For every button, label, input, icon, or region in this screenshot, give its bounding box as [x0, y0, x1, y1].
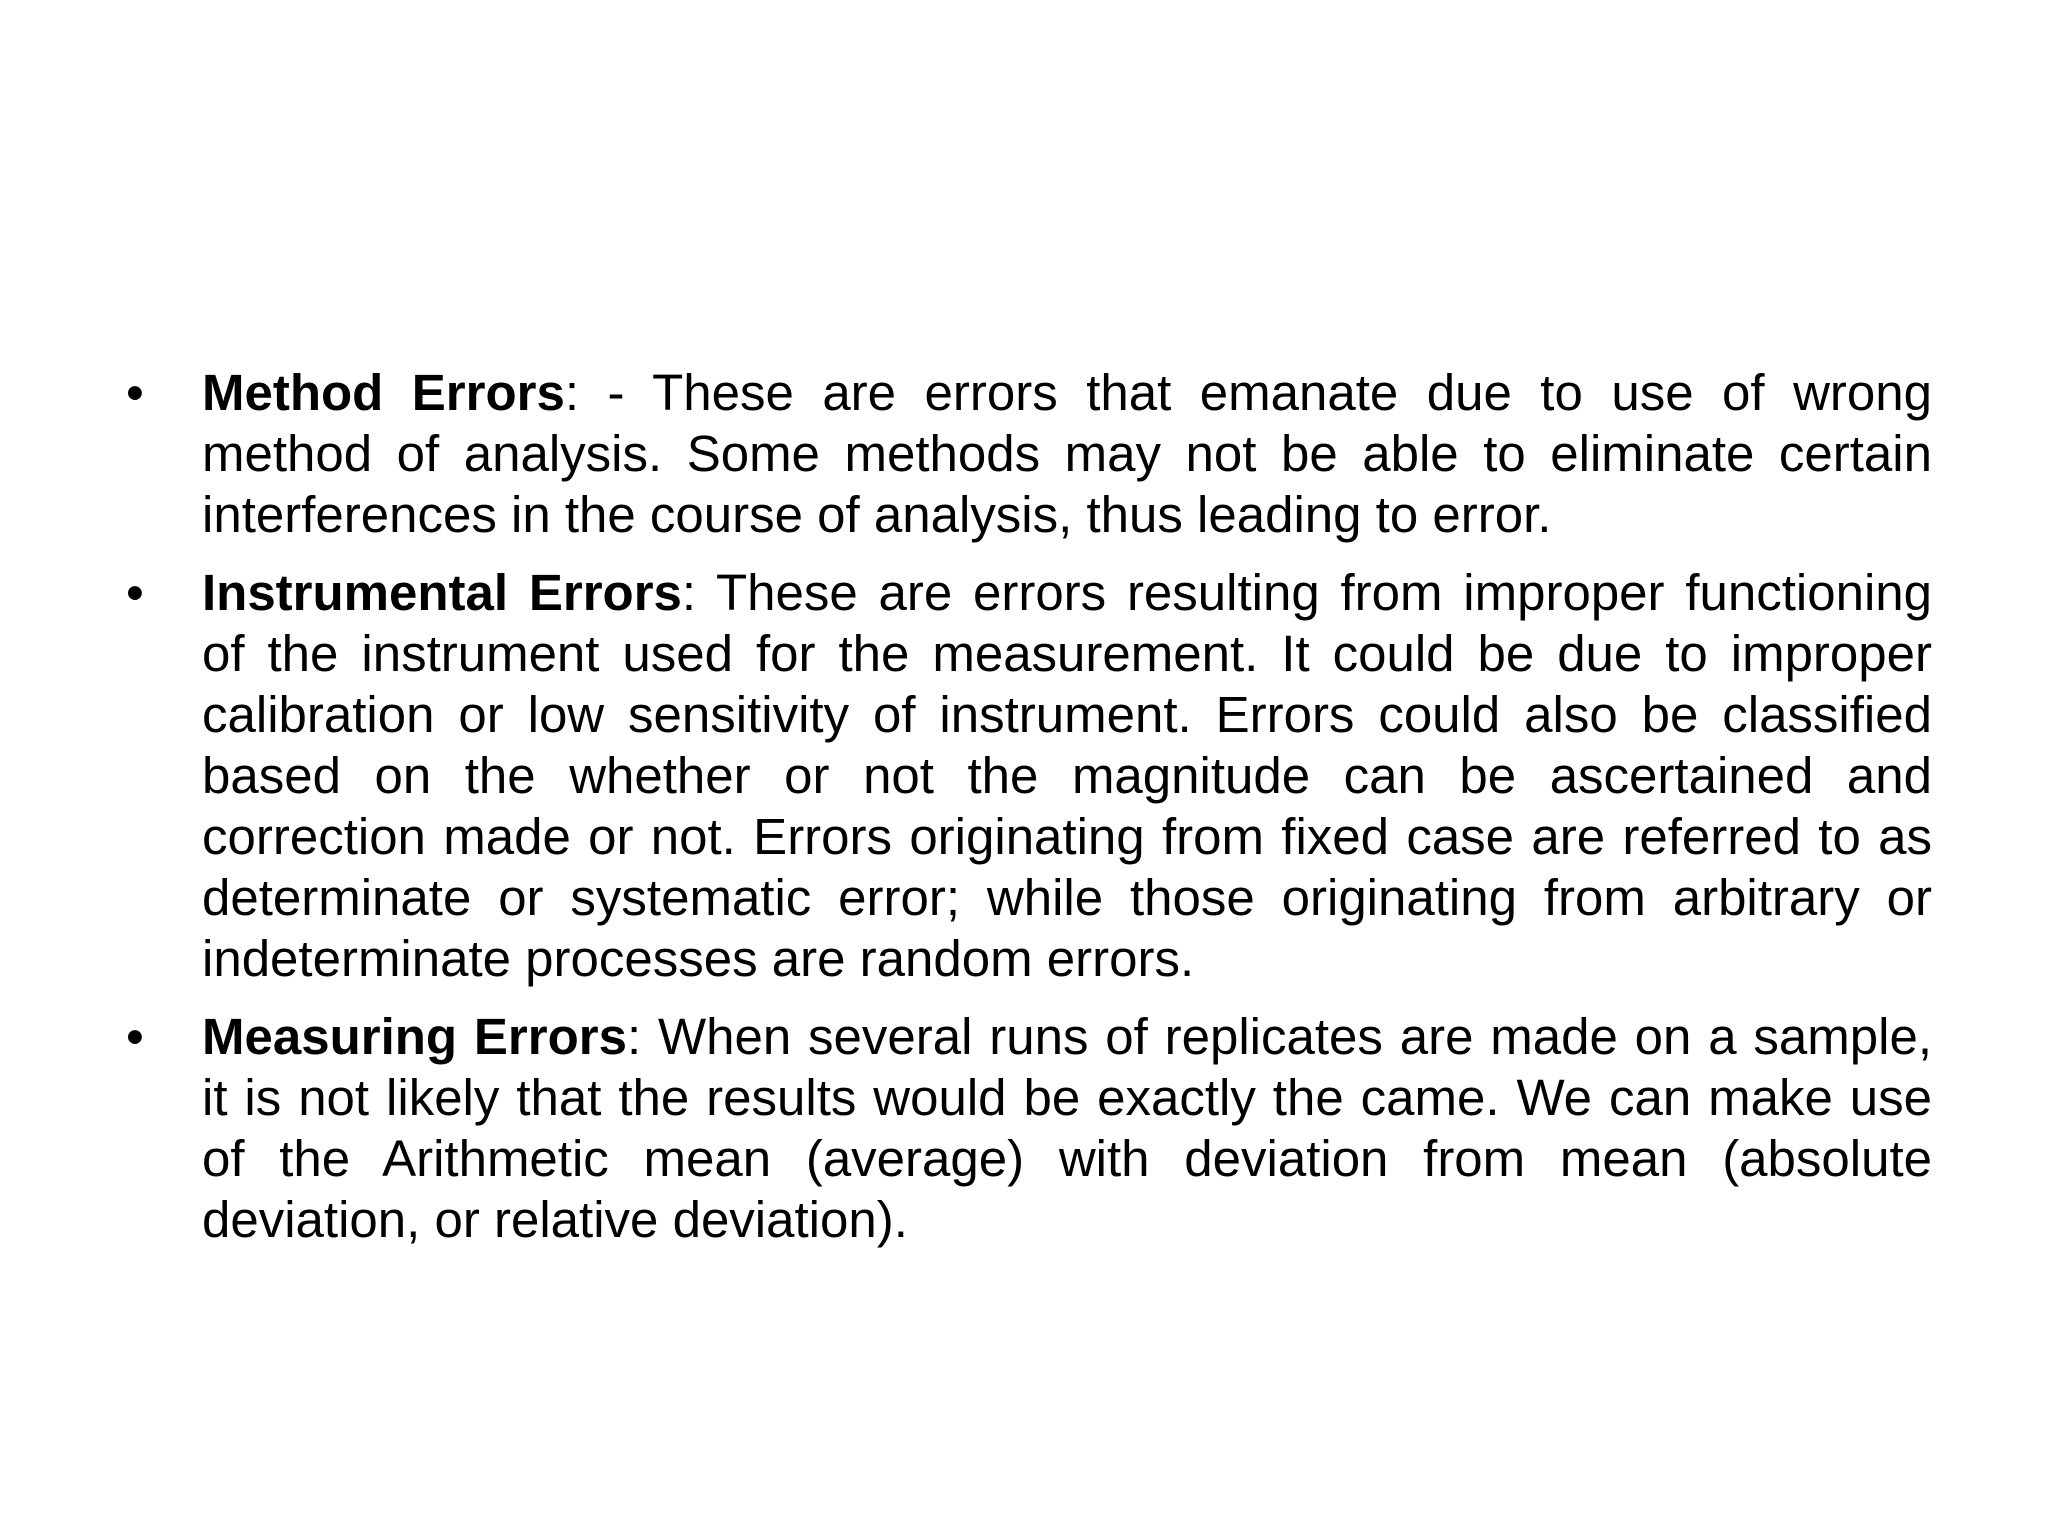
bullet-item-instrumental-errors	[120, 562, 1932, 989]
bullet-icon: •	[126, 364, 144, 421]
bullet-term: Instrumental Errors	[202, 564, 682, 621]
bullet-item-measuring-errors	[120, 1006, 1932, 1250]
bullet-term: Measuring Errors	[202, 1008, 627, 1065]
bullet-icon: •	[126, 1008, 144, 1065]
bullet-icon: •	[126, 564, 144, 621]
bullet-list	[120, 362, 1932, 1267]
bullet-term: Method Errors	[202, 364, 565, 421]
bullet-item-method-errors	[120, 362, 1932, 545]
bullet-text: : These are errors resulting from improper functioning of the instrument used for the measurement. It could be due to improper calibration or low sensitivity of instrument. Errors could also be classified based on the whether or not the magnitude can be ascertained and correction made or not. Errors originating from fixed case are referred to as determinate or systematic error; while those originating from arbitrary or indeterminate processes are random errors.	[202, 564, 1932, 987]
bullet-text: : When several runs of replicates are made on a sample, it is not likely that the results would be exactly the came. We can make use of the Arithmetic mean (average) with deviation from mean (absolute deviation, or relative deviation).	[202, 1008, 1932, 1248]
bullet-text: : - These are errors that emanate due to use of wrong method of analysis. Some methods may not be able to eliminate certain interferences in the course of analysis, thus leading to error.	[202, 364, 1932, 543]
